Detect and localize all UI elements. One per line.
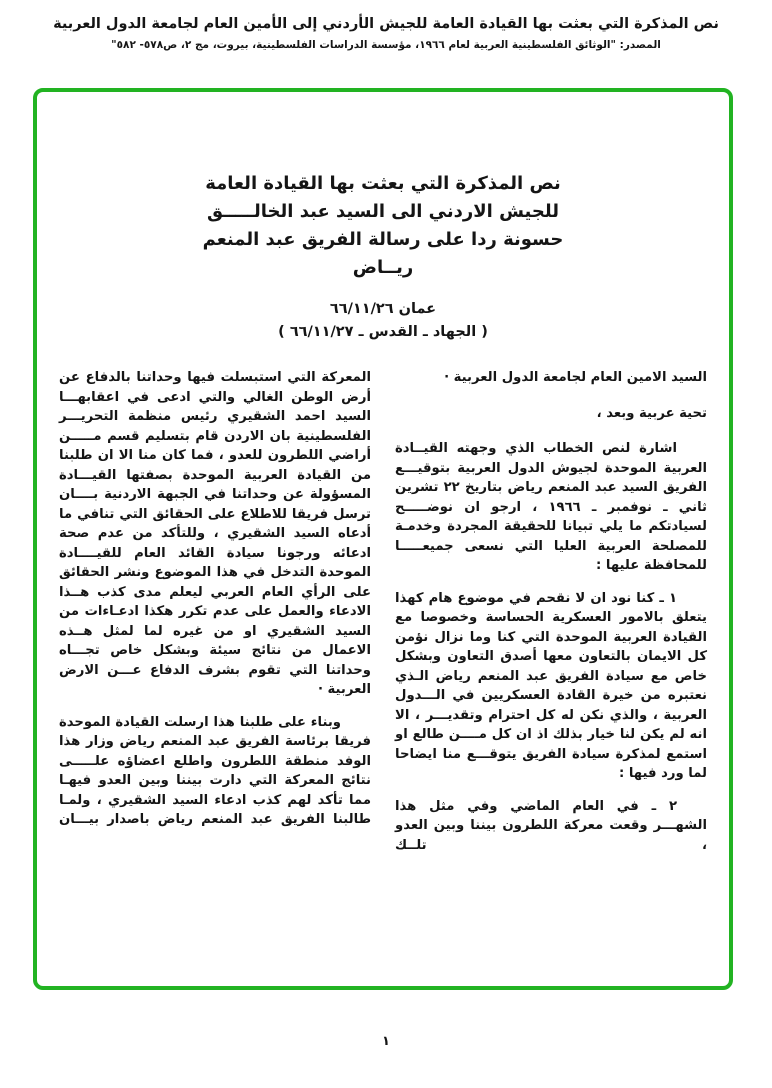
memo-greeting-line: تحية عربية وبعد ، bbox=[596, 405, 707, 421]
memo-column-left bbox=[59, 368, 371, 868]
memo-columns bbox=[59, 368, 707, 868]
memo-green-border-box bbox=[33, 88, 733, 990]
memo-addressee-line: السيد الامين العام لجامعة الدول العربية · bbox=[444, 370, 707, 385]
page-header-title: نص المذكرة التي بعثت بها القيادة العامة للجيش الأردني إلى الأمين العام لجامعة الدول العربية bbox=[53, 16, 719, 32]
memo-paragraph-3: وبناء على طلبنا هذا ارسلت القيادة الموحدة فريقا برئاسة الفريق عبد المنعم رياض وزار هذا الوفد منطقة اللطرون واطلع اعضاؤه علـــــى نتائج المعركة التي دارت بيننا وبين العدو فيهـا مما تأكد لهم كذب ادعاء السيد الشقيري ، ولمـا طالبنا الفريق عبد المنعم رياض باصدار بيـــان bbox=[59, 714, 371, 827]
memo-title bbox=[163, 170, 603, 282]
memo-publication-line: ( الجهاد ـ القدس ـ ٦٦/١١/٢٧ ) bbox=[278, 324, 488, 340]
memo-title-line: نص المذكرة التي بعثت بها القيادة العامة bbox=[205, 173, 561, 194]
memo-title-line: ريــاض bbox=[352, 257, 414, 278]
page-header bbox=[0, 16, 772, 51]
memo-date-line: عمان ٦٦/١١/٢٦ bbox=[329, 301, 437, 317]
memo-column-right bbox=[395, 368, 707, 868]
memo-paragraph-1: ١ ـ كنا نود ان لا نقحم في موضوع هام كهذا يتعلق بالامور العسكرية الحساسة وخصوصا مع القيادة العربية الموحدة التي كنا وما نزال نؤمن كل الايمان بالتعاون معها أصدق التعاون وبشكل خاص مع سيادة الفريق عبد المنعم رياض الـذي نعتبره من خيرة القادة العسكريين في الـــدول العربية ، والذي نكن له كل احترام وتقديـــر ، الا انه لم يكن لنا خيار بذلك اذ ان كل مــــن طالع او استمع لمذكرة سيادة الفريق يتوقـــع منا ايضاحا لما ورد فيها : bbox=[395, 590, 707, 781]
page-number: ١ bbox=[382, 1034, 390, 1049]
memo-paragraph-intro: اشارة لنص الخطاب الذي وجهته القيــادة العربية الموحدة لجيوش الدول العربية بتوقيـــع الفريق السيد عبد المنعم رياض بتاريخ ٢٢ تشرين ثاني ـ نوفمبر ـ ١٩٦٦ ، ارجو ان نوضـــــح لسيادتكم ما يلي تبيانا للحقيقة المجردة وخدمـة للمصلحة العربية العليا التي نسعى جميعـــــا للمحافظة عليها : bbox=[395, 441, 708, 573]
page-header-source-line: المصدر: "الوثائق الفلسطينية العربية لعام ١٩٦٦، مؤسسة الدراسات الفلسطينية، بيروت، مج ٢، ص٥٧٨- ٥٨٢" bbox=[111, 39, 661, 51]
memo-title-line: للجيش الاردني الى السيد عبد الخالـــــق bbox=[207, 201, 559, 222]
memo-paragraph-2-continued: المعركة التي استبسلت فيها وحداتنا بالدفاع عن أرض الوطن الغالي والتي ادعى في اعقابهـــا السيد احمد الشقيري رئيس منظمة التحريـــر الفلسطينية بان الاردن قام بتسليم قسم مـــــن أراضي اللطرون للعدو ، فما كان منا الا ان طلبنا من القيادة العربية الموحدة بصفتها القيـــادة المسؤولة عن وحداتنا في الجبهة الاردنية بــــان ترسل فريقا للاطلاع على الحقائق التي تنافي ما أدعاه السيد الشقيري ، وللتأكد من عدم صحة ادعائه ورجونا سيادة القائد العام للقيــــادة الموحدة التدخل في هذا الموضوع ونشر الحقائق على الرأي العام العربي ليعلم مدى كذب هــذا الادعاء والعمل على عدم تكرر هكذا ادعـاءات من السيد الشقيري او من غيره لما لمثل هــذه الاعمال من نتائج سيئة وبشكل خاص تجـــاه وحداتنا التي تقوم بشرف الدفاع عـــن الارض العربية · bbox=[59, 370, 371, 697]
memo-title-line: حسونة ردا على رسالة الفريق عبد المنعم bbox=[202, 229, 564, 250]
memo-date-block bbox=[37, 298, 729, 344]
memo-paragraph-2-start: ٢ ـ في العام الماضي وفي مثل هذا الشهـــر وقعت معركة اللطرون بيننا وبين العدو ، تلــك bbox=[395, 798, 707, 853]
